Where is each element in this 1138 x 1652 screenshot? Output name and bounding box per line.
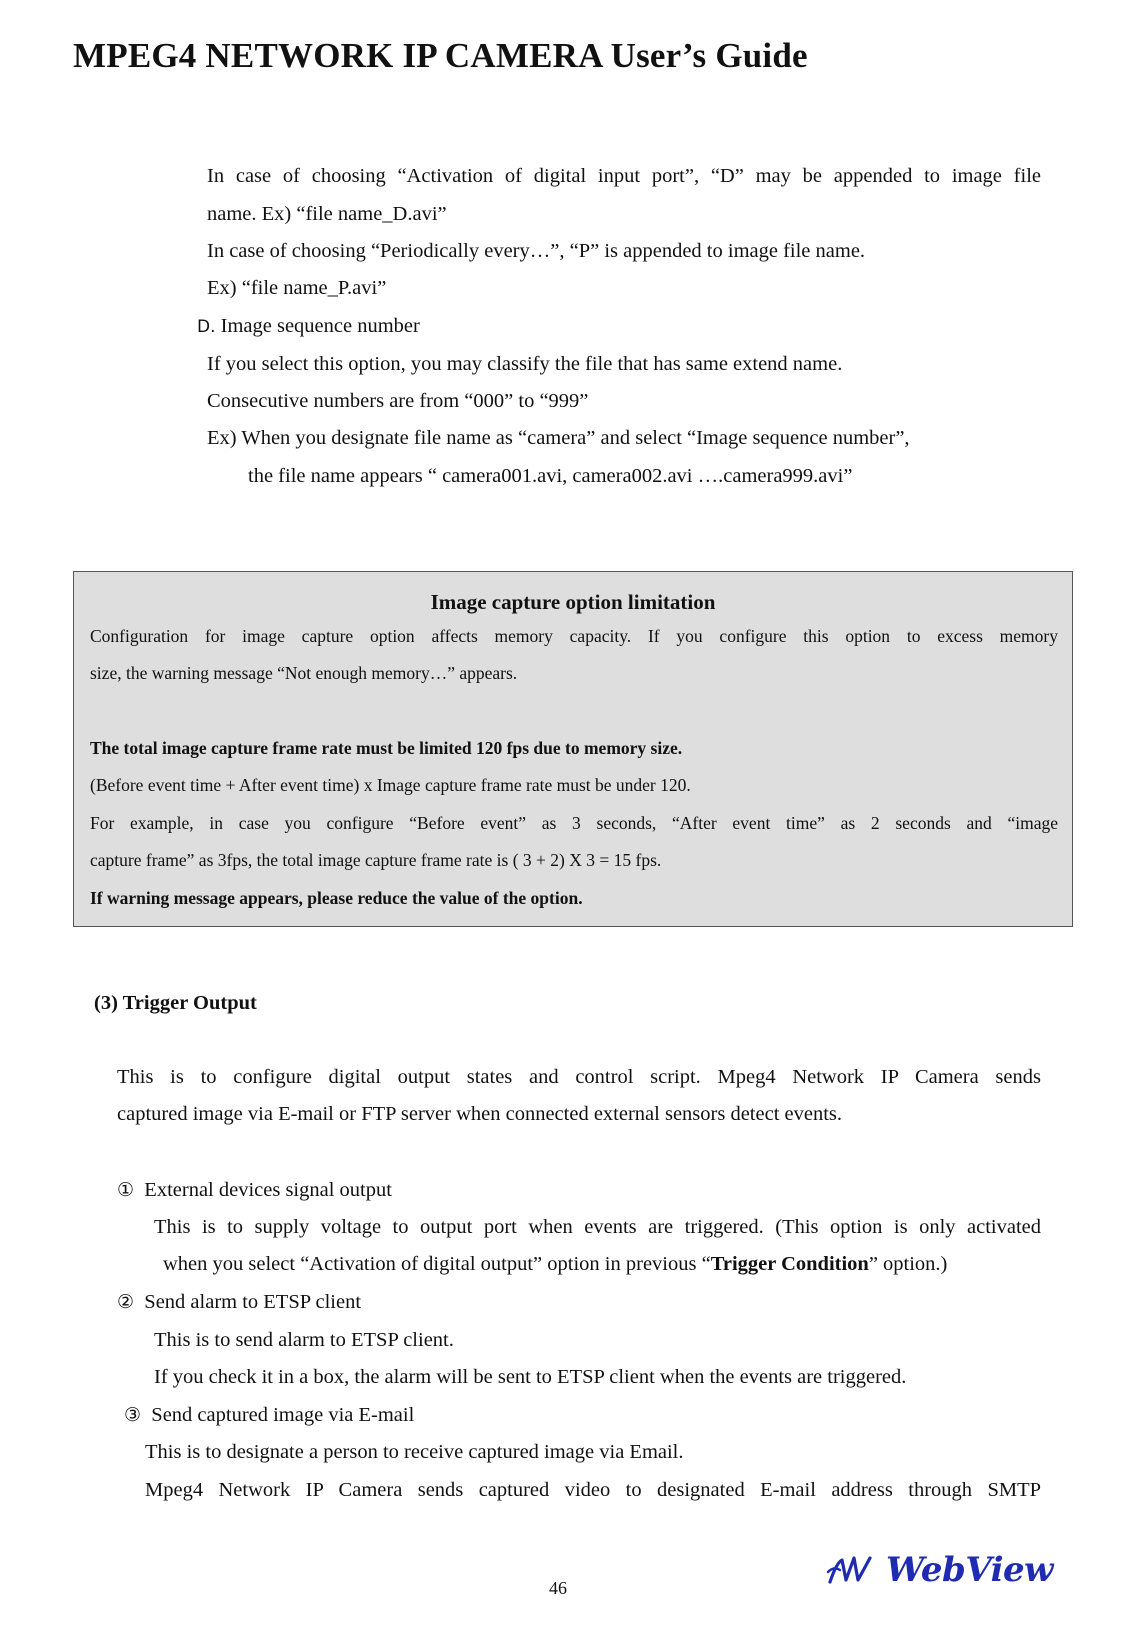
intro-line-2: name. Ex) “file name_D.avi” — [207, 203, 447, 225]
page-title: MPEG4 NETWORK IP CAMERA User’s Guide — [73, 36, 808, 75]
image-sequence-heading — [197, 316, 420, 337]
circled-number-3: ③ — [124, 1404, 142, 1426]
send-alarm-title: Send alarm to ETSP client — [144, 1291, 362, 1313]
list-marker-d: D. — [197, 317, 216, 337]
external-devices-line-2-pre: when you select “Activation of digital output” option in previous “ — [163, 1253, 711, 1275]
trigger-output-heading: (3) Trigger Output — [94, 992, 257, 1014]
circled-number-1: ① — [117, 1179, 135, 1201]
intro-line-3: In case of choosing “Periodically every…”, “P” is appended to image file name. — [207, 240, 866, 262]
webview-logo — [826, 1550, 1053, 1592]
item-external-devices — [117, 1180, 392, 1201]
circled-number-2: ② — [117, 1291, 135, 1313]
sequence-line-2: Consecutive numbers are from “000” to “999” — [207, 390, 589, 412]
trigger-condition-term: Trigger Condition — [710, 1253, 869, 1275]
item-send-alarm — [117, 1292, 361, 1313]
external-devices-line-1: This is to supply voltage to output port when events are triggered. (This option is only activated — [154, 1216, 1041, 1238]
limitation-warning-note: If warning message appears, please reduce the value of the option. — [90, 888, 583, 908]
intro-line-4: Ex) “file name_P.avi” — [207, 277, 387, 299]
limitation-example-line-2: capture frame” as 3fps, the total image capture frame rate is ( 3 + 2) X 3 = 15 fps. — [90, 850, 662, 870]
limitation-p1-line-2: size, the warning message “Not enough memory…” appears. — [90, 663, 518, 683]
limitation-box-title: Image capture option limitation — [430, 590, 716, 614]
external-devices-title: External devices signal output — [144, 1179, 392, 1201]
send-email-line-2: Mpeg4 Network IP Camera sends captured video to designated E-mail address through SMTP — [145, 1479, 1041, 1501]
sequence-line-1: If you select this option, you may classify the file that has same extend name. — [207, 353, 843, 375]
external-devices-line-2 — [163, 1254, 947, 1275]
send-email-line-1: This is to designate a person to receive captured image via Email. — [145, 1441, 684, 1463]
trigger-output-intro-line-2: captured image via E-mail or FTP server when connected external sensors detect events. — [117, 1103, 843, 1125]
send-alarm-line-2: If you check it in a box, the alarm will be sent to ETSP client when the events are triggered. — [154, 1366, 907, 1388]
webview-logo-mark-icon — [826, 1552, 886, 1592]
external-devices-line-2-post: ” option.) — [868, 1253, 948, 1275]
item-send-email — [124, 1405, 414, 1426]
intro-line-1: In case of choosing “Activation of digital input port”, “D” may be appended to image file — [207, 165, 1041, 187]
limitation-example-line-1: For example, in case you configure “Before event” as 3 seconds, “After event time” as 2 seconds and “image — [90, 813, 1058, 833]
send-alarm-line-1: This is to send alarm to ETSP client. — [154, 1329, 454, 1351]
page-number: 46 — [549, 1578, 567, 1598]
limitation-p1-line-1: Configuration for image capture option affects memory capacity. If you configure this option to excess memory — [90, 626, 1058, 646]
limitation-formula: (Before event time + After event time) x Image capture frame rate must be under 120. — [90, 775, 691, 795]
trigger-output-intro-line-1: This is to configure digital output states and control script. Mpeg4 Network IP Camera sends — [117, 1066, 1041, 1088]
sequence-line-4: the file name appears “ camera001.avi, camera002.avi ….camera999.avi” — [248, 465, 853, 487]
webview-logo-text: WebView — [886, 1550, 1053, 1590]
image-capture-limitation-box — [73, 571, 1073, 927]
image-sequence-title: Image sequence number — [220, 315, 420, 337]
limitation-frame-rate-rule: The total image capture frame rate must be limited 120 fps due to memory size. — [90, 738, 683, 758]
sequence-line-3: Ex) When you designate file name as “camera” and select “Image sequence number”, — [207, 427, 910, 449]
send-email-title: Send captured image via E-mail — [151, 1404, 415, 1426]
